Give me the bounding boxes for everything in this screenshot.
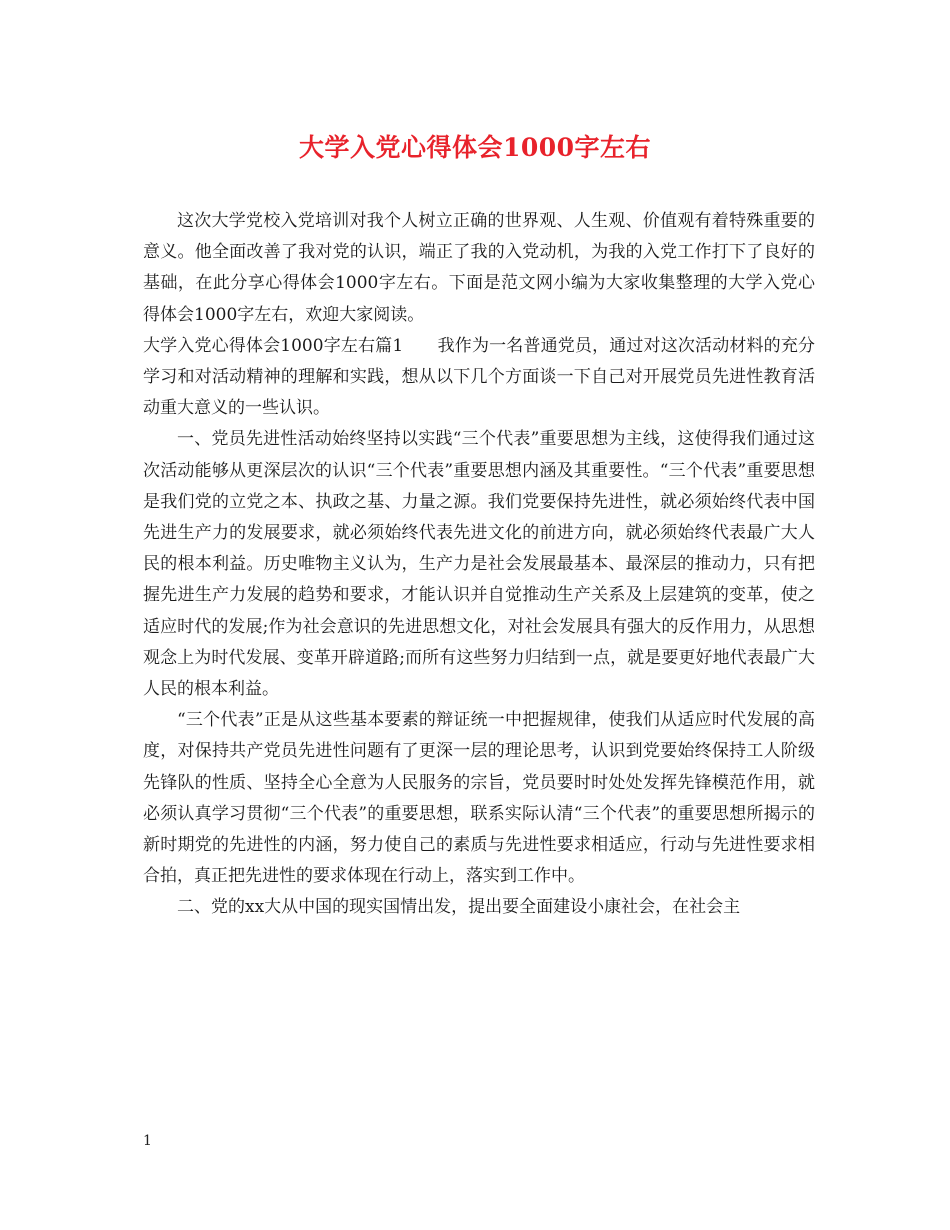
paragraph-intro: 这次大学党校入党培训对我个人树立正确的世界观、人生观、价值观有着特殊重要的意义。他全面改善了我对党的认识，端正了我的入党动机，为我的入党工作打下了良好的基础，在此分享心得体会1000字左右。下面是范文网小编为大家收集整理的大学入党心得体会1000字左右，欢迎大家阅读。 (143, 211, 815, 325)
paragraph-three-represents: “三个代表”正是从这些基本要素的辩证统一中把握规律，使我们从适应时代发展的高度，对保持共产党员先进性问题有了更深一层的理论思考，认识到党要始终保持工人阶级先锋队的性质、坚持全心全意为人民服务的宗旨，党员要时时处处发挥先锋模范作用，就必须认真学习贯彻“三个代表”的重要思想，联系实际认清“三个代表”的重要思想所揭示的新时期党的先进性的内涵，努力使自己的素质与先进性要求相适应，行动与先进性要求相合拍，真正把先进性的要求体现在行动上，落实到工作中。 (143, 710, 815, 887)
paragraph-point-one: 一、党员先进性活动始终坚持以实践“三个代表”重要思想为主线，这使得我们通过这次活动能够从更深层次的认识“三个代表”重要思想内涵及其重要性。“三个代表”重要思想是我们党的立党之本、执政之基、力量之源。我们党要保持先进性，就必须始终代表中国先进生产力的发展要求，就必须始终代表先进文化的前进方向，就必须始终代表最广大人民的根本利益。历史唯物主义认为，生产力是社会发展最基本、最深层的推动力，只有把握先进生产力发展的趋势和要求，才能认识并自觉推动生产关系及上层建筑的变革，使之适应时代的发展;作为社会意识的先进思想文化，对社会发展具有强大的反作用力，从思想观念上为时代发展、变革开辟道路;而所有这些努力归结到一点，就是要更好地代表最广大人民的根本利益。 (143, 429, 815, 700)
paragraph-point-two: 二、党的xx大从中国的现实国情出发，提出要全面建设小康社会，在社会主 (177, 897, 741, 918)
paragraph-section-heading: 大学入党心得体会1000字左右篇1 我作为一名普通党员，通过对这次活动材料的充分学习和对活动精神的理解和实践，想从以下几个方面谈一下自己对开展党员先进性教育活动重大意义的一些认识。 (143, 335, 815, 419)
document-body (143, 206, 815, 924)
document-title: 大学入党心得体会1000字左右 (298, 133, 652, 162)
page-number: 1 (143, 1133, 152, 1149)
